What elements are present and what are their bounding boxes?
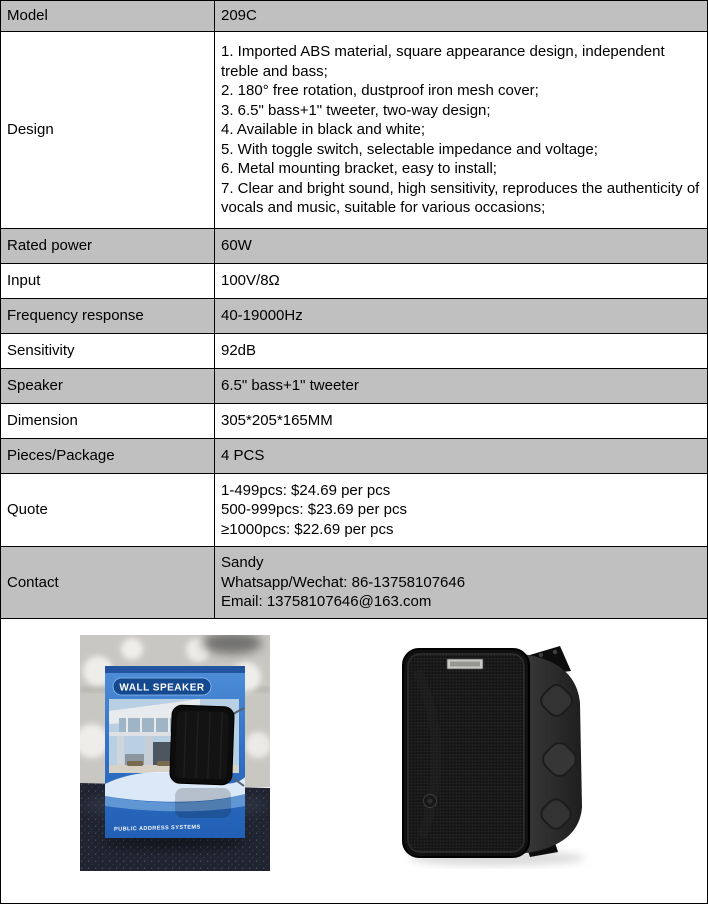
- row-value-rated-power: 60W: [215, 229, 708, 264]
- row-value-quote: [215, 474, 708, 547]
- table-row: [1, 404, 708, 439]
- row-value-pieces-package: 4 PCS: [215, 439, 708, 474]
- row-label-design: Design: [1, 32, 215, 229]
- table-row: [1, 299, 708, 334]
- table-row: [1, 369, 708, 404]
- design-line: 7. Clear and bright sound, high sensitivity, reproduces the authenticity of vocals and music, suitable for various occasions;: [221, 179, 700, 217]
- quote-line: 500-999pcs: $23.69 per pcs: [221, 501, 407, 519]
- design-line: 5. With toggle switch, selectable impedance and voltage;: [221, 140, 598, 158]
- table-row: [1, 229, 708, 264]
- speaker-product-photo: [397, 641, 601, 869]
- row-label-speaker: Speaker: [1, 369, 215, 404]
- contact-email: Email: 13758107646@163.com: [221, 593, 432, 611]
- row-label-model: Model: [1, 1, 215, 32]
- row-label-frequency-response: Frequency response: [1, 299, 215, 334]
- row-value-contact: [215, 547, 708, 619]
- box-title: WALL SPEAKER: [119, 682, 205, 694]
- retail-box: [105, 666, 245, 838]
- printed-speaker-reflection: [175, 788, 231, 818]
- design-line: 3. 6.5" bass+1" tweeter, two-way design;: [221, 101, 491, 119]
- photo-cell: [1, 619, 708, 904]
- quote-line: ≥1000pcs: $22.69 per pcs: [221, 520, 394, 538]
- row-label-rated-power: Rated power: [1, 229, 215, 264]
- row-label-sensitivity: Sensitivity: [1, 334, 215, 369]
- table-row: [1, 1, 708, 32]
- table-row: [1, 334, 708, 369]
- design-line: 2. 180° free rotation, dustproof iron mesh cover;: [221, 82, 539, 100]
- design-line: 6. Metal mounting bracket, easy to install;: [221, 160, 497, 178]
- row-value-dimension: 305*205*165MM: [215, 404, 708, 439]
- row-label-pieces-package: Pieces/Package: [1, 439, 215, 474]
- printed-speaker: [170, 705, 235, 785]
- table-row: [1, 32, 708, 229]
- brand-badge-text-blur: [450, 662, 480, 667]
- row-value-model: 209C: [215, 1, 708, 32]
- row-label-quote: Quote: [1, 474, 215, 547]
- row-value-input: 100V/8Ω: [215, 264, 708, 299]
- contact-name: Sandy: [221, 554, 264, 572]
- table-row: [1, 439, 708, 474]
- row-value-design: [215, 32, 708, 229]
- table-row: [1, 474, 708, 547]
- photo-row: [1, 619, 708, 904]
- contact-whatsapp: Whatsapp/Wechat: 86-13758107646: [221, 573, 466, 591]
- grille-emblem: [424, 795, 437, 808]
- row-value-frequency-response: 40-19000Hz: [215, 299, 708, 334]
- package-box-photo: [80, 635, 270, 871]
- row-label-dimension: Dimension: [1, 404, 215, 439]
- box-top-fold: [105, 666, 245, 673]
- speaker-front-grille: [403, 649, 529, 857]
- row-label-contact: Contact: [1, 547, 215, 619]
- box-subtitle: PUBLIC ADDRESS SYSTEMS: [114, 824, 201, 833]
- table-row: [1, 264, 708, 299]
- row-value-sensitivity: 92dB: [215, 334, 708, 369]
- row-label-input: Input: [1, 264, 215, 299]
- row-value-speaker: 6.5" bass+1" tweeter: [215, 369, 708, 404]
- design-line: 4. Available in black and white;: [221, 121, 426, 139]
- quote-line: 1-499pcs: $24.69 per pcs: [221, 481, 391, 499]
- table-row: [1, 547, 708, 619]
- design-line: 1. Imported ABS material, square appearance design, independent treble and bass;: [221, 43, 665, 80]
